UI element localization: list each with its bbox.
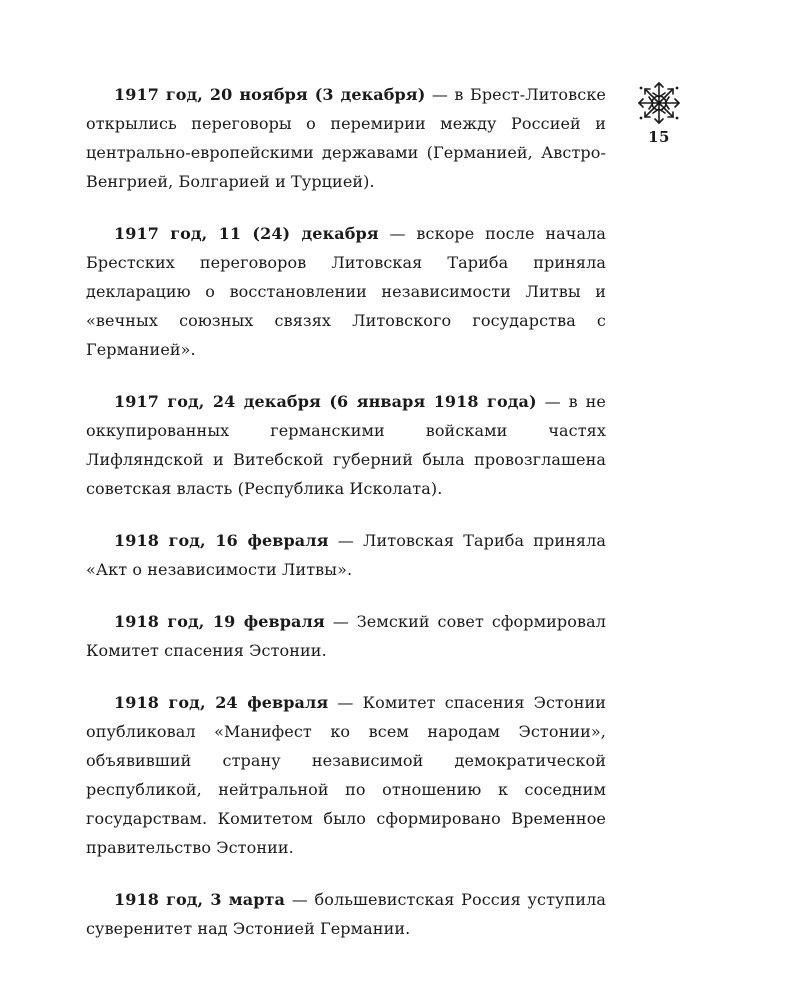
entry-date: 1918 год, 19 февраля	[114, 612, 325, 631]
entry-text: — в Брест-Литовске открылись переговоры о перемирии между Россией и центрально-европейскими державами (Германией, Австро-Венгрией, Болгарией и Турцией).	[86, 85, 606, 191]
entry-date: 1918 год, 16 февраля	[114, 531, 329, 550]
snowflake-ornament-icon	[636, 80, 682, 126]
chronology-entry	[86, 885, 606, 943]
entry-date: 1918 год, 3 марта	[114, 890, 286, 909]
chronology-entry	[86, 80, 606, 196]
entry-text: — Комитет спасения Эстонии опубликовал «Манифест ко всем народам Эстонии», объявивший страну независимой демократической республикой, нейтральной по отношению к соседним государствам. Комитетом было сформировано Временное правительство Эстонии.	[86, 693, 606, 857]
chronology-entry	[86, 607, 606, 665]
chronology-entry	[86, 387, 606, 503]
entry-text: — вскоре после начала Брестских переговоров Литовская Тариба приняла декларацию о восстановлении независимости Литвы и «вечных союзных связях Литовского государства с Германией».	[86, 224, 606, 359]
chronology-entry	[86, 219, 606, 364]
entry-text: — Земский совет сформировал Комитет спасения Эстонии.	[86, 612, 606, 660]
chronology-entry	[86, 526, 606, 584]
entry-date: 1917 год, 20 ноября (3 декабря)	[114, 85, 426, 104]
entry-date: 1918 год, 24 февраля	[114, 693, 329, 712]
entry-date: 1917 год, 24 декабря (6 января 1918 года)	[114, 392, 537, 411]
page-number: 15	[648, 128, 670, 146]
chronology-text	[86, 80, 606, 943]
entry-text: — в не оккупированных германскими войсками частях Лифляндской и Витебской губерний была провозглашена советская власть (Республика Исколата).	[86, 392, 606, 498]
chronology-entry	[86, 688, 606, 862]
entry-text: — Литовская Тариба приняла «Акт о независимости Литвы».	[86, 531, 606, 579]
entry-text: — большевистская Россия уступила суверенитет над Эстонией Германии.	[86, 890, 606, 938]
entry-date: 1917 год, 11 (24) декабря	[114, 224, 379, 243]
